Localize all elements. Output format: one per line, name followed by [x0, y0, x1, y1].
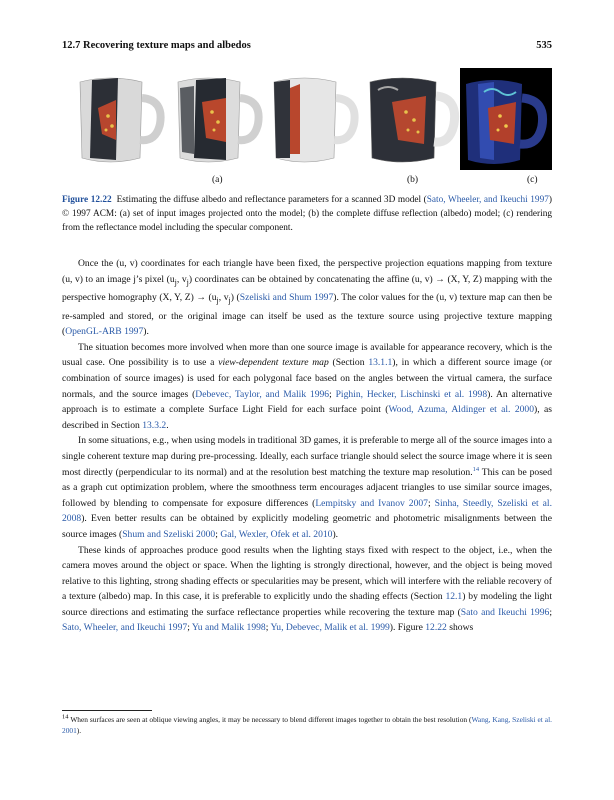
mug-image-a2: [170, 68, 265, 168]
figure-images: [62, 68, 552, 170]
citation-link[interactable]: Debevec, Taylor, and Malik 1996: [195, 388, 330, 400]
citation-link[interactable]: Wang, Kang, Szeliski et al. 2001: [62, 715, 552, 735]
mug-image-a1: [72, 68, 167, 168]
footnote-divider: [62, 710, 152, 711]
section-link[interactable]: 13.3.2: [142, 419, 167, 431]
mug-image-a3: [266, 68, 361, 168]
citation-link[interactable]: Yu and Malik 1998: [191, 622, 266, 634]
citation-link[interactable]: Yu, Debevec, Malik et al. 1999: [270, 622, 390, 634]
citation-link[interactable]: Sato, Wheeler, and Ikeuchi 1997: [62, 622, 188, 634]
citation-link[interactable]: Gal, Wexler, Ofek et al. 2010: [220, 528, 333, 540]
citation-link[interactable]: Pighin, Hecker, Lischinski et al. 1998: [335, 388, 488, 400]
footnote: $^{14}$ When surfaces are seen at oblique viewing angles, it may be necessary to blend different images together to obtain the best resolution (Wang, Kang, Szeliski et al. 2001).: [62, 713, 552, 735]
panel-label-c: (c): [527, 175, 538, 185]
figure-label: Figure 12.22: [62, 195, 112, 205]
section-link[interactable]: 13.1.1: [368, 357, 393, 369]
running-head: [62, 40, 552, 51]
paragraph: The situation becomes more involved when more than one source image is available for appearance recovery, which is the usual case. One possibility is to use a view-dependent texture map (Section 13.1.1), in which a different source image (or combination of source images) is used for each polygonal face based on the angles between the virtual camera, the surface normals, and the source images (Debevec, Taylor, and Malik 1996; Pighin, Hecker, Lischinski et al. 1998). An alternative approach is to estimate a complete Surface Light Field for each surface point (Wood, Azuma, Aldinger et al. 2000), as described in Section 13.3.2.: [62, 341, 553, 431]
citation-link[interactable]: Sinha, Steedly, Szeliski et al. 2008: [62, 497, 552, 525]
albedo-model-image: [362, 68, 462, 168]
specular-render-image: [460, 68, 552, 170]
panel-label-a: (a): [212, 175, 223, 185]
citation-link[interactable]: Shum and Szeliski 2000: [122, 528, 216, 540]
paragraph: Once the (u, v) coordinates for each triangle have been fixed, the perspective projection equations mapping from texture (u, v) to an image j’s pixel ($u_j$, $v_j$) coordinates can be obtained by concatenating the affine (u, v) → (X, Y, Z) mapping with the perspective homography (X, Y, $Z) \to (u_j$, $v_j$) (Szeliski and Shum 1997). The color values for the (u, v) texture map can then be re-sampled and stored, or the original image can itself be used as the texture source using projective texture mapping (OpenGL-ARB 1997).: [62, 258, 553, 338]
page-number: 535: [536, 40, 552, 51]
citation-link[interactable]: Lempitsky and Ivanov 2007: [315, 497, 428, 509]
section-title: 12.7 Recovering texture maps and albedos: [62, 40, 251, 51]
citation-link[interactable]: OpenGL-ARB 1997: [65, 326, 144, 338]
panel-label-b: (b): [407, 175, 419, 185]
citation-link[interactable]: Szeliski and Shum 1997: [239, 292, 334, 304]
paragraph: These kinds of approaches produce good results when the lighting stays fixed with respect to the object, i.e., when the camera moves around the object or space. When the lighting is strongly directional, however, and the object is being moved relative to this lighting, strong shading effects or specularities may be present, which will interfere with the reliable recovery of a texture (albedo) map. In this case, it is preferable to explicitly undo the shading effects (Section 12.1) by modeling the light source directions and estimating the surface reflectance properties while recovering the texture map (Sato and Ikeuchi 1996; Sato, Wheeler, and Ikeuchi 1997; Yu and Malik 1998; Yu, Debevec, Malik et al. 1999). Figure 12.22 shows: [62, 544, 552, 634]
citation-link[interactable]: Sato, Wheeler, and Ikeuchi 1997: [426, 195, 549, 205]
paragraph: In some situations, e.g., when using models in traditional 3D games, it is preferable to merge all of the source images into a single coherent texture map during pre-processing. Ideally, each surface triangle should select the source image where it is seen most directly (perpendicular to its normal) and at the resolution best matching the texture map resolution.$^{14}$ This can be posed as a graph cut optimization problem, where the smoothness term encourages adjacent triangles to use similar source images, followed by blending to compensate for exposure differences (Lempitsky and Ivanov 2007; Sinha, Steedly, Szeliski et al. 2008). Even better results can be obtained by explicitly modeling geometric and photometric misalignments between the source images (Shum and Szeliski 2000; Gal, Wexler, Ofek et al. 2010).: [62, 435, 552, 540]
footnote-marker[interactable]: 14: [472, 465, 480, 473]
body-text: [62, 256, 552, 636]
citation-link[interactable]: Sato and Ikeuchi 1996: [460, 606, 550, 618]
citation-link[interactable]: Wood, Azuma, Aldinger et al. 2000: [388, 404, 535, 416]
section-link[interactable]: 12.1: [445, 591, 463, 603]
figure-caption: Figure 12.22 Estimating the diffuse albedo and reflectance parameters for a scanned 3D model (Sato, Wheeler, and Ikeuchi 1997) © 1997 ACM: (a) set of input images projected onto the model; (b) the complete diffuse reflection (albedo) model; (c) rendering from the reflectance model including the specular component.: [62, 195, 552, 233]
footnote-number: 14: [62, 713, 69, 721]
figure-link[interactable]: 12.22: [425, 622, 447, 634]
